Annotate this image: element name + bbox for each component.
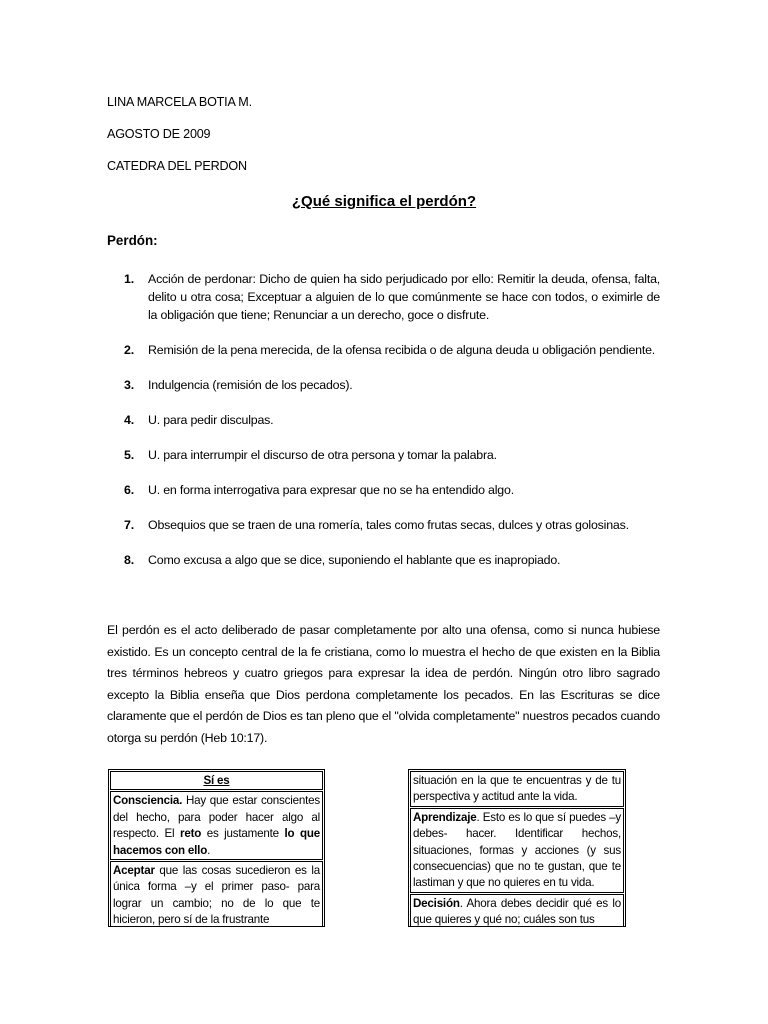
definition-number: 8. — [124, 553, 134, 567]
definition-item — [107, 270, 660, 324]
definition-text: U. para interrumpir el discurso de otra persona y tomar la palabra. — [148, 448, 497, 462]
definition-text: Remisión de la pena merecida, de la ofensa recibida o de alguna deuda u obligación pendiente. — [148, 343, 655, 357]
aprendizaje-term: Aprendizaje — [413, 810, 477, 824]
definition-item — [107, 411, 660, 429]
decision-term: Decisión — [413, 896, 460, 910]
document-date: AGOSTO DE 2009 — [107, 127, 211, 141]
definition-item — [107, 341, 660, 359]
definition-number: 5. — [124, 448, 134, 462]
aceptar-term: Aceptar — [113, 864, 155, 878]
aprendizaje-text: . Esto es lo que sí puedes –y debes- hacer. Identificar hechos, situaciones, formas y acciones (y sus consecuencias) que no te gustan, que te lastiman y que no quieres en tu vida. — [413, 810, 621, 890]
reto-term: reto — [180, 827, 202, 841]
definition-number: 2. — [124, 343, 134, 357]
aceptar-text: que las cosas sucedieron es la única forma –y el primer paso- para lograr un cambio; no de lo que te hicieron, pero sí de la frustrante — [113, 864, 320, 927]
course-name: CATEDRA DEL PERDON — [107, 159, 247, 173]
definition-list — [107, 270, 660, 586]
consciencia-emphasis: lo que hacemos con ello — [113, 827, 321, 857]
decision-text: . Ahora debes decidir qué es lo que quieres y qué no; cuáles son tus — [413, 896, 621, 927]
definition-item — [107, 516, 660, 534]
definition-number: 1. — [124, 272, 134, 286]
continuation-cell: situación en la que te encuentras y de tu perspectiva y actitud ante la vida. — [410, 771, 624, 807]
definition-number: 4. — [124, 413, 134, 427]
document-title: ¿Qué significa el perdón? — [291, 193, 477, 210]
definition-text: Como excusa a algo que se dice, suponiendo el hablante que es inapropiado. — [148, 553, 561, 567]
consciencia-text: Hay que estar conscientes del hecho, para poder hacer algo al respecto. El — [113, 794, 320, 841]
box-title: Sí es — [110, 771, 323, 790]
definition-number: 6. — [124, 483, 134, 497]
right-text-box — [408, 769, 626, 927]
author-name: LINA MARCELA BOTIA M. — [107, 95, 252, 109]
aprendizaje-cell — [410, 808, 624, 893]
consciencia-text-2: es justamente — [201, 827, 285, 841]
definition-number: 7. — [124, 518, 134, 532]
consciencia-term: Consciencia. — [113, 794, 183, 808]
decision-cell — [410, 894, 624, 927]
definition-text: Indulgencia (remisión de los pecados). — [148, 378, 353, 392]
definition-item — [107, 551, 660, 569]
consciencia-period: . — [207, 843, 211, 857]
body-paragraph: El perdón es el acto deliberado de pasar completamente por alto una ofensa, como si nunca hubiese existido. Es un concepto central de la fe cristiana, como lo muestra el hecho de que existen en la Biblia tres términos hebreos y cuatro griegos para expresar la idea de perdón. Ningún otro libro sagrado excepto la Biblia enseña que Dios perdona completamente los pecados. En las Escrituras se dice claramente que el perdón de Dios es tan pleno que el "olvida completamente" nuestros pecados cuando otorga su perdón (Heb 10:17). — [107, 623, 660, 745]
definition-item — [107, 446, 660, 464]
definition-text: U. para pedir disculpas. — [148, 413, 274, 427]
definition-item — [107, 376, 660, 394]
left-text-box — [108, 769, 325, 927]
definition-text: U. en forma interrogativa para expresar que no se ha entendido algo. — [148, 483, 514, 497]
consciencia-cell — [110, 791, 323, 860]
definition-heading: Perdón: — [107, 233, 158, 248]
definition-item — [107, 481, 660, 499]
aceptar-cell — [110, 861, 323, 927]
definition-text: Obsequios que se traen de una romería, tales como frutas secas, dulces y otras golosinas. — [148, 518, 629, 532]
definition-text: Acción de perdonar: Dicho de quien ha sido perjudicado por ello: Remitir la deuda, ofensa, falta, delito u otra cosa; Exceptuar a alguien de lo que comúnmente se hace con todos, o eximirle de la obligación que tiene; Renunciar a un derecho, goce o disfrute. — [148, 272, 660, 322]
definition-number: 3. — [124, 378, 134, 392]
